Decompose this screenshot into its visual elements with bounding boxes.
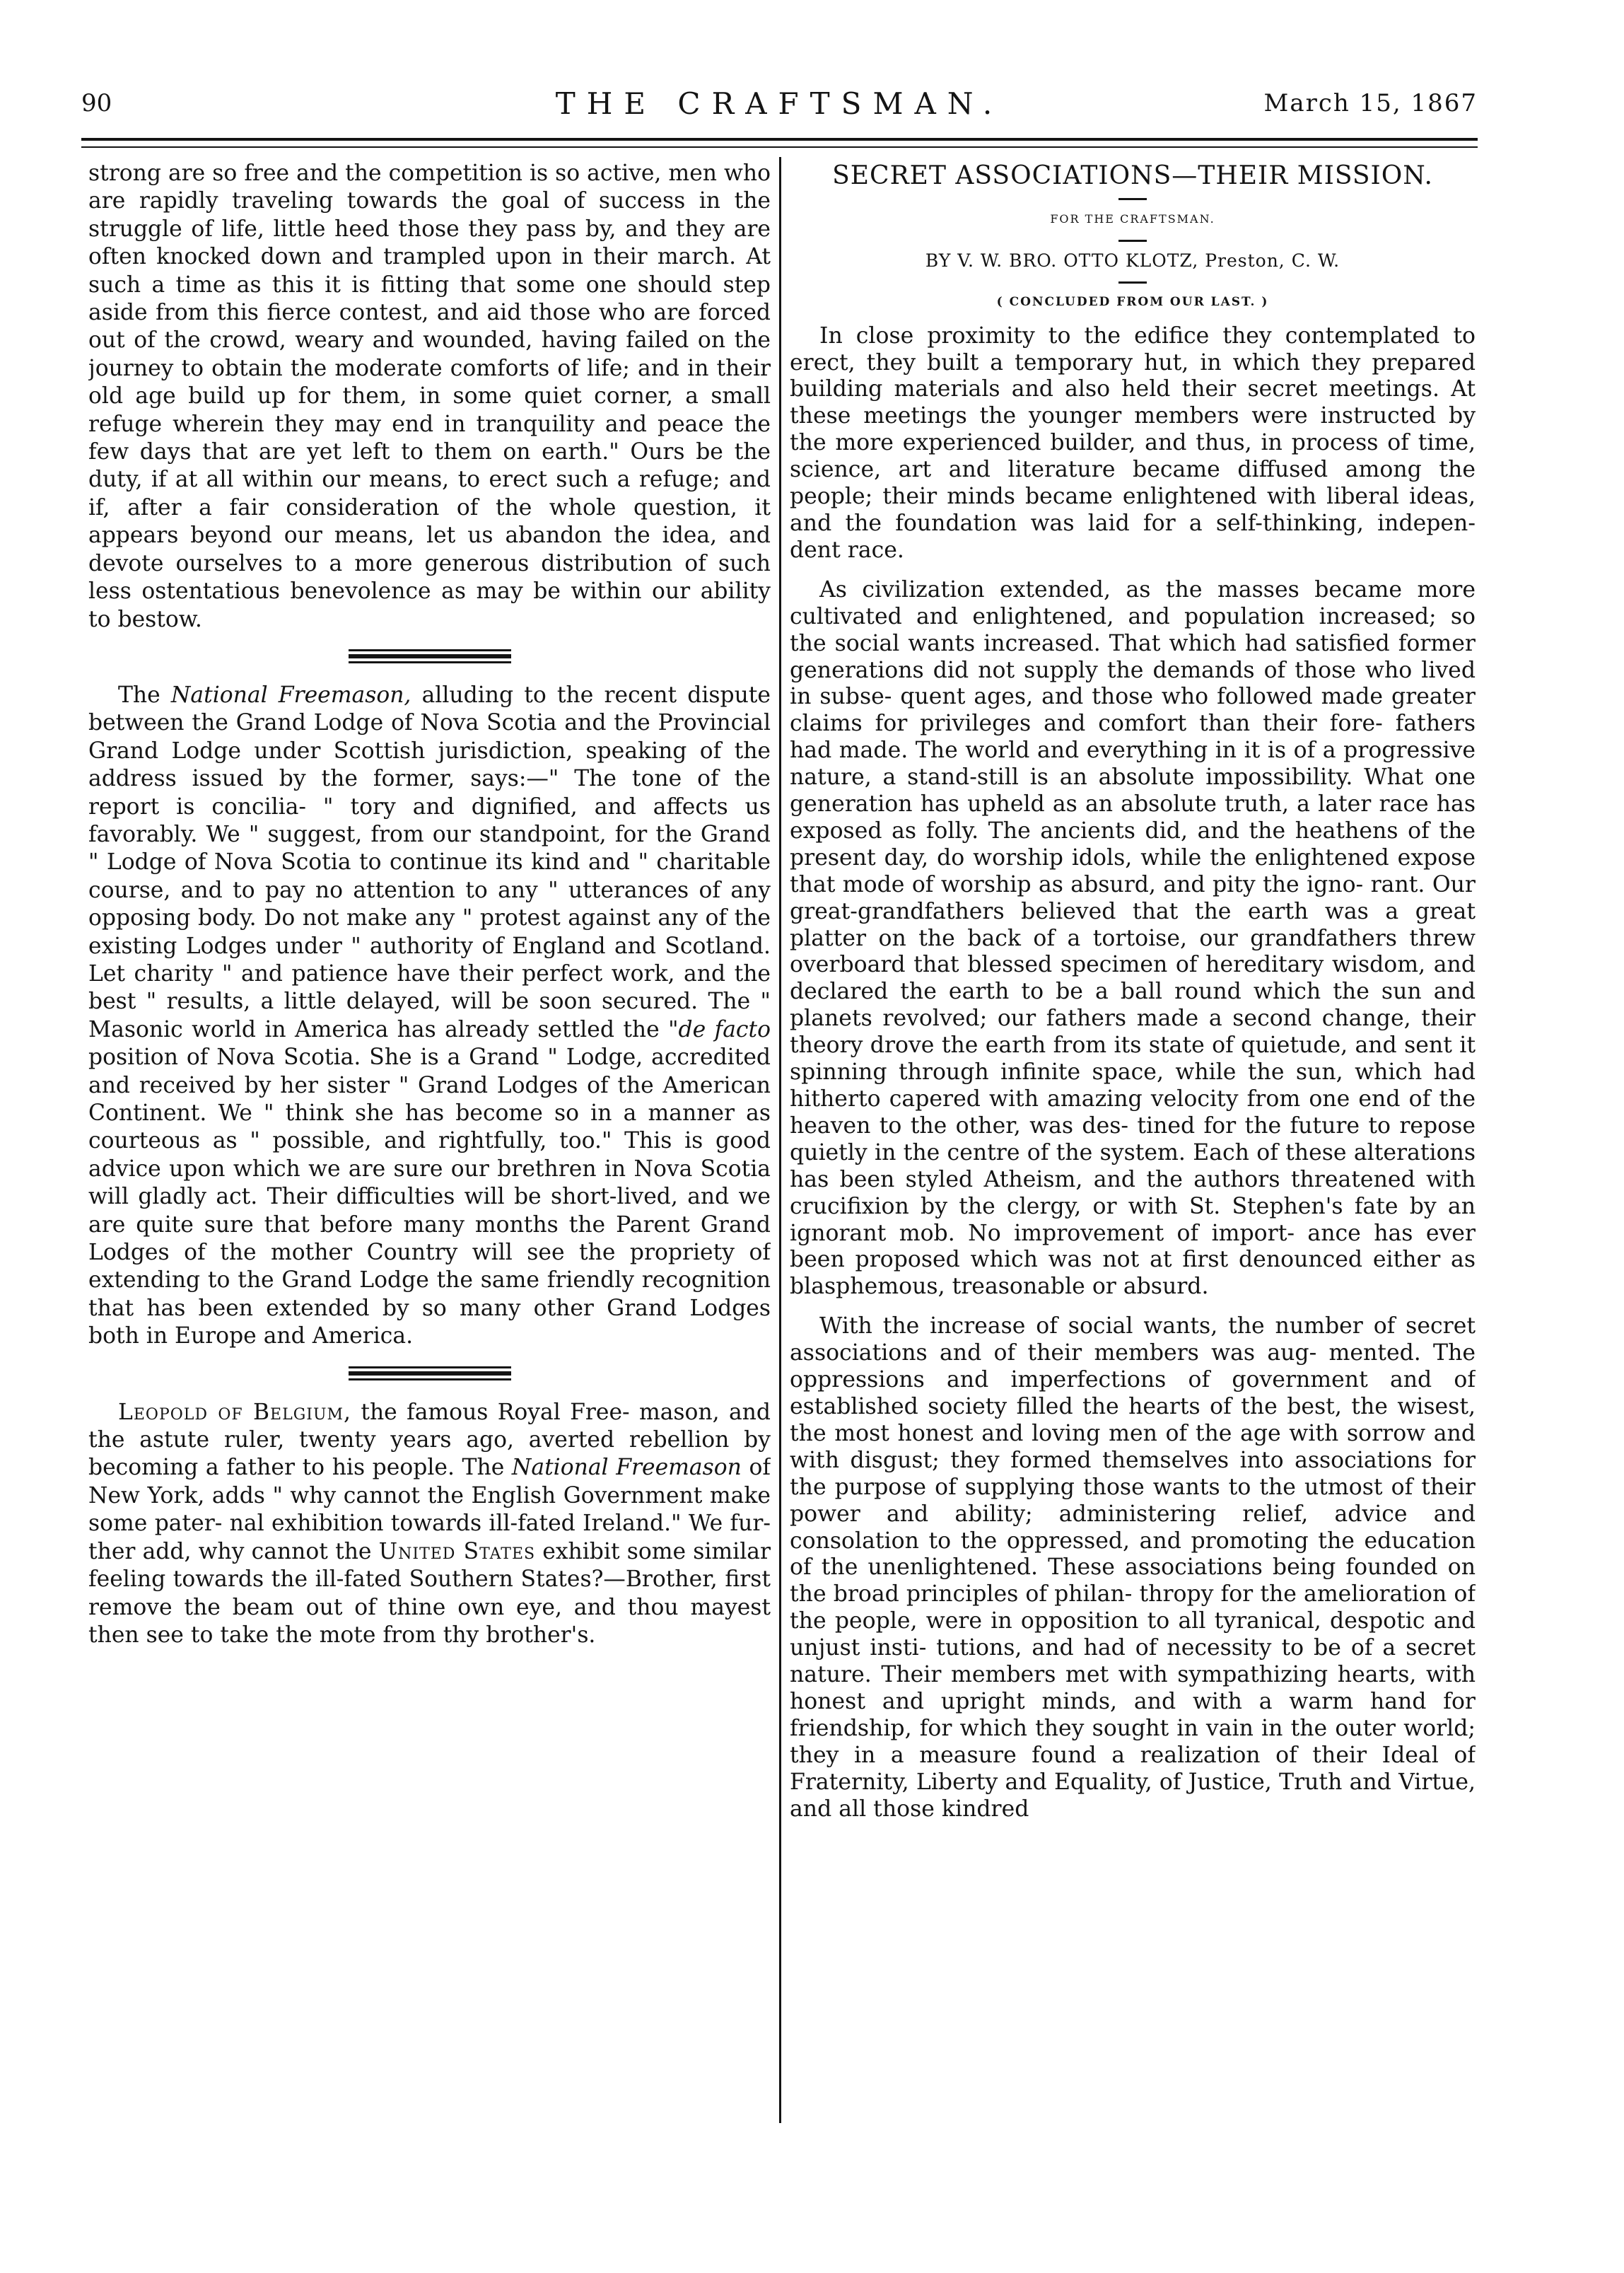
united-states: United States	[378, 1538, 536, 1564]
page-number: 90	[81, 89, 112, 117]
right-paragraph-1: In close proximity to the edifice they contemplated to erect, they built a temporary hut, in which they prepared building materials and also held their secret meetings. At these meetings the younger members were instructed by the more experienced builder, and thus, in process of time, science, art and literature became diffused among the people; their minds became enlightened with liberal ideas, and the foundation was laid for a self-thinking, indepen- dent race.	[790, 322, 1476, 563]
concluded-note: ( CONCLUDED FROM OUR LAST. )	[996, 294, 1269, 309]
article-byline: BY V. W. BRO. OTTO KLOTZ, Preston, C. W.	[925, 250, 1340, 271]
right-paragraph-2: As civilization extended, as the masses became more cultivated and enlightened, and population increased; so the social wants increased. That which had satisfied former generations did not supply the demands of those who lived in subse- quent ages, and those who followed made greater claims for privileges and comfort than their fore- fathers had made. The world and everything in it is of a progressive nature, a stand-still is an absolute impossibility. What one generation has upheld as an absolute truth, a later race has exposed as folly. The ancients did, and the heathens of the present day, do worship idols, while the enlightened expose that mode of worship as absurd, and pity the igno- rant. Our great-grandfathers believed that the earth was a great platter on the back of a tortoise, our grandfathers threw overboard that blessed specimen of hereditary wisdom, and declared the earth to be a ball round which the sun and planets revolved; our fathers made a second change, their theory drove the earth from its state of quietude, and sent it spinning through infinite space, while the sun, which had hitherto capered with amazing velocity from one end of the heaven to the other, was des- tined for the future to repose quietly in the centre of the system. Each of these alterations has been styled Atheism, and the authors threatened with crucifixion by the clergy, or with St. Stephen's fate by an ignorant mob. No improvement of import- ance has ever been proposed which was not at first denounced either as blasphemous, treasonable or absurd.	[790, 576, 1476, 1300]
page-header	[81, 83, 1478, 133]
left-paragraph-2: The National Freemason, alluding to the recent dispute between the Grand Lodge of Nova Scotia and the Provincial Grand Lodge under Scottish jurisdiction, speaking of the address issued by the former, says:—" The tone of the report is concilia- " tory and dignified, and affects us favorably. We " suggest, from our standpoint, for the Grand " Lodge of Nova Scotia to continue its kind and " charitable course, and to pay no attention to any " utterances of any opposing body. Do not make any " protest against any of the existing Lodges under " authority of England and Scotland. Let charity " and patience have their perfect work, and the best " results, a little delayed, will be soon secured. The " Masonic world in America has already settled the "de facto position of Nova Scotia. She is a Grand " Lodge, accredited and received by her sister " Grand Lodges of the American Continent. We " think she has become so in a manner as courteous as " possible, and rightfully, too." This is good advice upon which we are sure our brethren in Nova Scotia will gladly act. Their difficulties will be short-lived, and we are quite sure that before many months the Parent Grand Lodges of the mother Country will see the propriety of extending to the Grand Lodge the same friendly recognition that has been extended by so many other Grand Lodges both in Europe and America.	[88, 682, 771, 1349]
right-paragraph-3: With the increase of social wants, the number of secret associations and of their members was aug- mented. The oppressions and imperfections of government and of established society filled the hearts of the best, the wisest, the most honest and loving men of the age with sorrow and with disgust; they formed themselves into associations for the purpose of supplying those wants to the utmost of their power and ability; administering relief, advice and consolation to the oppressed, and promoting the education of the unenlightened. These associations being founded on the broad principles of philan- thropy for the amelioration of the people, were in opposition to all tyranical, despotic and unjust insti- tutions, and had of necessity to be of a secret nature. Their members met with sympathizing hearts, with honest and upright minds, and with a warm hand for friendship, for which they sought in vain in the outer world; they in a measure found a realization of their Ideal of Fraternity, Liberty and Equality, of Justice, Truth and Virtue, and all those kindred	[790, 1313, 1476, 1822]
section-ornament-divider	[349, 649, 511, 663]
article-for-line: FOR THE CRAFTSMAN.	[1050, 211, 1215, 226]
byline-dash	[1118, 240, 1147, 242]
header-rule-thin	[81, 146, 1478, 148]
left-paragraph-1: strong are so free and the competition is so active, men who are rapidly traveling towards the goal of success in the struggle of life, little heed those they pass by, and they are often knocked down and trampled upon in their march. At such a time as this it is fitting that some one should step aside from this fierce contest, and aid those who are forced out of the crowd, weary and wounded, having failed on the journey to obtain the moderate comforts of life; and in their old age build up for them, in some quiet corner, a small refuge wherein they may end in tranquility and peace the few days that are yet left to them on earth." Ours be the duty, if at all within our means, to erect such a refuge; and if, after a fair consideration of the whole question, it appears beyond our means, let us abandon the idea, and devote ourselves to a more generous distribution of such less ostentatious benevolence as may be within our ability to bestow.	[88, 161, 771, 632]
publication-title: THE CRAFTSMAN.	[555, 86, 1004, 121]
title-dash	[1118, 198, 1147, 200]
byline-dash-2	[1118, 281, 1147, 284]
leopold-name: Leopold of Belgium,	[118, 1399, 352, 1425]
publication-name: National Freemason,	[170, 682, 411, 708]
publication-name: National Freemason	[511, 1455, 742, 1481]
latin-phrase: de facto	[678, 1016, 771, 1042]
section-ornament-divider	[349, 1366, 511, 1380]
issue-date: March 15, 1867	[1263, 89, 1478, 117]
header-rule-thick	[81, 138, 1478, 141]
column-divider	[779, 157, 781, 2123]
article-title: SECRET ASSOCIATIONS—THEIR MISSION.	[832, 161, 1433, 190]
right-column	[790, 160, 1476, 1823]
left-paragraph-3: Leopold of Belgium, the famous Royal Free- mason, and the astute ruler, twenty years ago, averted rebellion by becoming a father to his people. The National Freemason of New York, adds " why cannot the English Government make some pater- nal exhibition towards ill-fated Ireland." We fur- ther add, why cannot the United States exhibit some similar feeling towards the ill-fated Southern States?—Brother, first remove the beam out of thine own eye, and thou mayest then see to take the mote from thy brother's.	[88, 1399, 771, 1648]
left-column	[88, 160, 771, 1649]
